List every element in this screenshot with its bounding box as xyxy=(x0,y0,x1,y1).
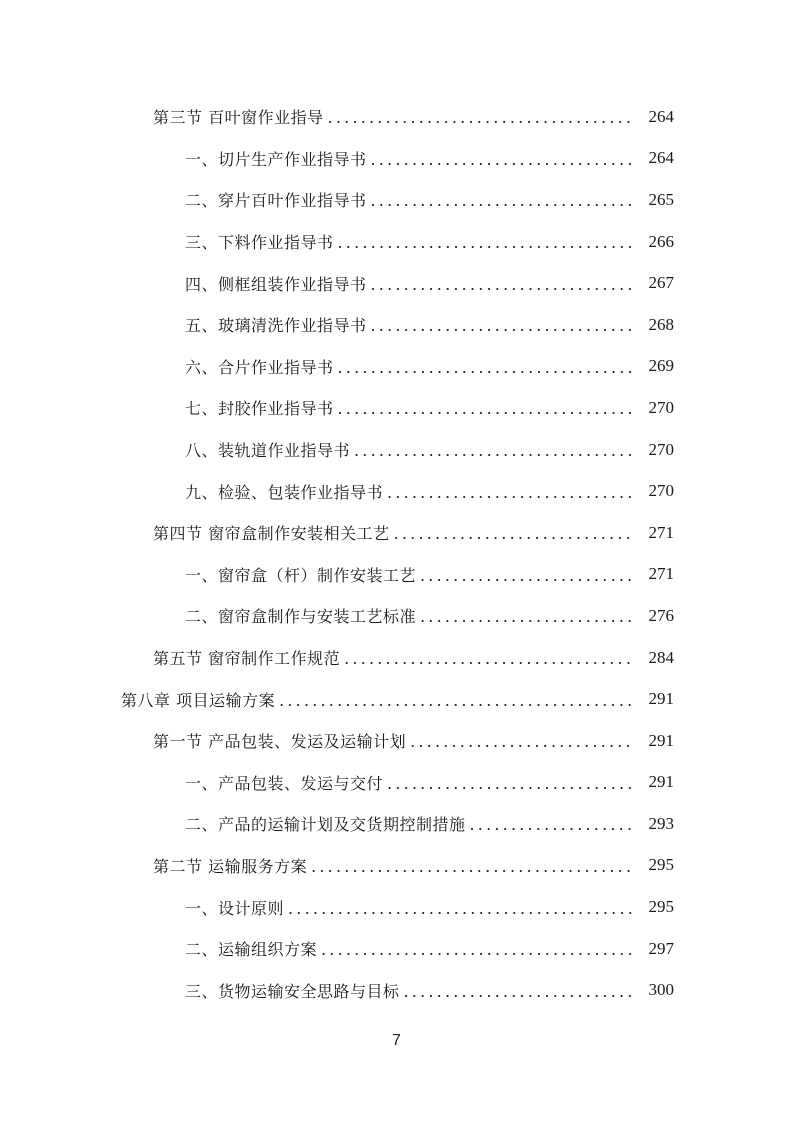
toc-entry[interactable] xyxy=(0,387,793,429)
toc-entry[interactable] xyxy=(0,221,793,263)
toc-entry-title: 二、产品的运输计划及交货期控制措施 xyxy=(185,815,466,835)
toc-entry-title: 二、窗帘盒制作与安装工艺标准 xyxy=(185,607,417,627)
page-number: 7 xyxy=(392,1032,401,1049)
toc-entry[interactable] xyxy=(0,928,793,970)
toc-entry[interactable] xyxy=(0,595,793,637)
toc-entry[interactable] xyxy=(0,138,793,180)
toc-entry-title: 第二节 运输服务方案 xyxy=(153,856,308,876)
toc-entry[interactable] xyxy=(0,346,793,388)
toc-entry[interactable] xyxy=(0,803,793,845)
toc-entry[interactable] xyxy=(0,429,793,471)
toc-entry[interactable] xyxy=(0,678,793,720)
toc-dot-leader xyxy=(338,233,634,252)
toc-dot-leader xyxy=(344,649,634,668)
toc-entry-title: 四、侧框组装作业指导书 xyxy=(185,274,367,294)
toc-entry[interactable] xyxy=(0,96,793,138)
toc-entry-page: 269 xyxy=(648,356,674,376)
toc-entry-title: 六、合片作业指导书 xyxy=(185,357,334,377)
toc-dot-leader xyxy=(328,108,634,127)
toc-entry-page: 293 xyxy=(648,813,674,833)
toc-dot-leader xyxy=(338,358,634,377)
toc-entry-page: 268 xyxy=(648,314,674,334)
toc-dot-leader xyxy=(371,316,634,335)
toc-entry-title: 第一节 产品包装、发运及运输计划 xyxy=(153,732,407,752)
toc-entry-page: 270 xyxy=(648,481,674,501)
toc-entry[interactable] xyxy=(0,969,793,1011)
toc-entry-page: 271 xyxy=(648,522,674,542)
toc-dot-leader xyxy=(410,732,634,751)
toc-dot-leader xyxy=(279,691,634,710)
toc-entry-page: 291 xyxy=(648,689,674,709)
toc-entry[interactable] xyxy=(0,845,793,887)
toc-entry[interactable] xyxy=(0,304,793,346)
toc-entry-page: 271 xyxy=(648,564,674,584)
toc-entry-page: 264 xyxy=(648,106,674,126)
toc-entry-title: 一、设计原则 xyxy=(185,898,285,918)
toc-entry-title: 三、货物运输安全思路与目标 xyxy=(185,981,400,1001)
toc-entry[interactable] xyxy=(0,512,793,554)
toc-entry-title: 三、下料作业指导书 xyxy=(185,233,334,253)
toc-entry-title: 一、窗帘盒（杆）制作安装工艺 xyxy=(185,565,417,585)
toc-entry-title: 九、检验、包装作业指导书 xyxy=(185,482,384,502)
toc-entry[interactable] xyxy=(0,554,793,596)
toc-entry-page: 297 xyxy=(648,938,674,958)
toc-dot-leader xyxy=(321,940,634,959)
table-of-contents xyxy=(0,96,793,1011)
toc-entry-page: 291 xyxy=(648,730,674,750)
toc-entry[interactable] xyxy=(0,262,793,304)
toc-dot-leader xyxy=(371,191,634,210)
toc-entry-page: 284 xyxy=(648,647,674,667)
toc-entry-page: 267 xyxy=(648,273,674,293)
toc-entry-title: 八、装轨道作业指导书 xyxy=(185,441,351,461)
toc-entry-title: 第三节 百叶窗作业指导 xyxy=(153,108,324,128)
toc-dot-leader xyxy=(371,150,634,169)
toc-entry-page: 265 xyxy=(648,189,674,209)
toc-entry-page: 270 xyxy=(648,439,674,459)
toc-entry-page: 295 xyxy=(648,897,674,917)
toc-entry-title: 第四节 窗帘盒制作安装相关工艺 xyxy=(153,524,390,544)
toc-entry-page: 291 xyxy=(648,772,674,792)
toc-dot-leader xyxy=(288,899,634,918)
toc-dot-leader xyxy=(404,982,634,1001)
toc-dot-leader xyxy=(371,275,634,294)
toc-entry[interactable] xyxy=(0,470,793,512)
toc-dot-leader xyxy=(420,607,634,626)
toc-entry-title: 二、穿片百叶作业指导书 xyxy=(185,191,367,211)
toc-entry-page: 295 xyxy=(648,855,674,875)
toc-entry[interactable] xyxy=(0,179,793,221)
toc-entry-page: 266 xyxy=(648,231,674,251)
toc-entry-title: 七、封胶作业指导书 xyxy=(185,399,334,419)
toc-dot-leader xyxy=(470,815,634,834)
toc-entry-page: 270 xyxy=(648,397,674,417)
toc-entry-page: 300 xyxy=(648,980,674,1000)
toc-entry-title: 一、切片生产作业指导书 xyxy=(185,149,367,169)
toc-entry-title: 五、玻璃清洗作业指导书 xyxy=(185,316,367,336)
toc-dot-leader xyxy=(420,566,634,585)
toc-dot-leader xyxy=(394,524,634,543)
toc-dot-leader xyxy=(354,441,634,460)
toc-entry-title: 一、产品包装、发运与交付 xyxy=(185,773,384,793)
toc-entry-title: 第五节 窗帘制作工作规范 xyxy=(153,649,341,669)
toc-dot-leader xyxy=(387,483,634,502)
toc-entry-title: 二、运输组织方案 xyxy=(185,940,318,960)
toc-entry-page: 264 xyxy=(648,148,674,168)
toc-entry[interactable] xyxy=(0,720,793,762)
toc-dot-leader xyxy=(387,774,634,793)
toc-dot-leader xyxy=(338,399,634,418)
toc-entry[interactable] xyxy=(0,762,793,804)
toc-entry-page: 276 xyxy=(648,605,674,625)
toc-entry[interactable] xyxy=(0,637,793,679)
toc-entry[interactable] xyxy=(0,886,793,928)
toc-dot-leader xyxy=(311,857,634,876)
toc-entry-title: 第八章 项目运输方案 xyxy=(121,690,276,710)
